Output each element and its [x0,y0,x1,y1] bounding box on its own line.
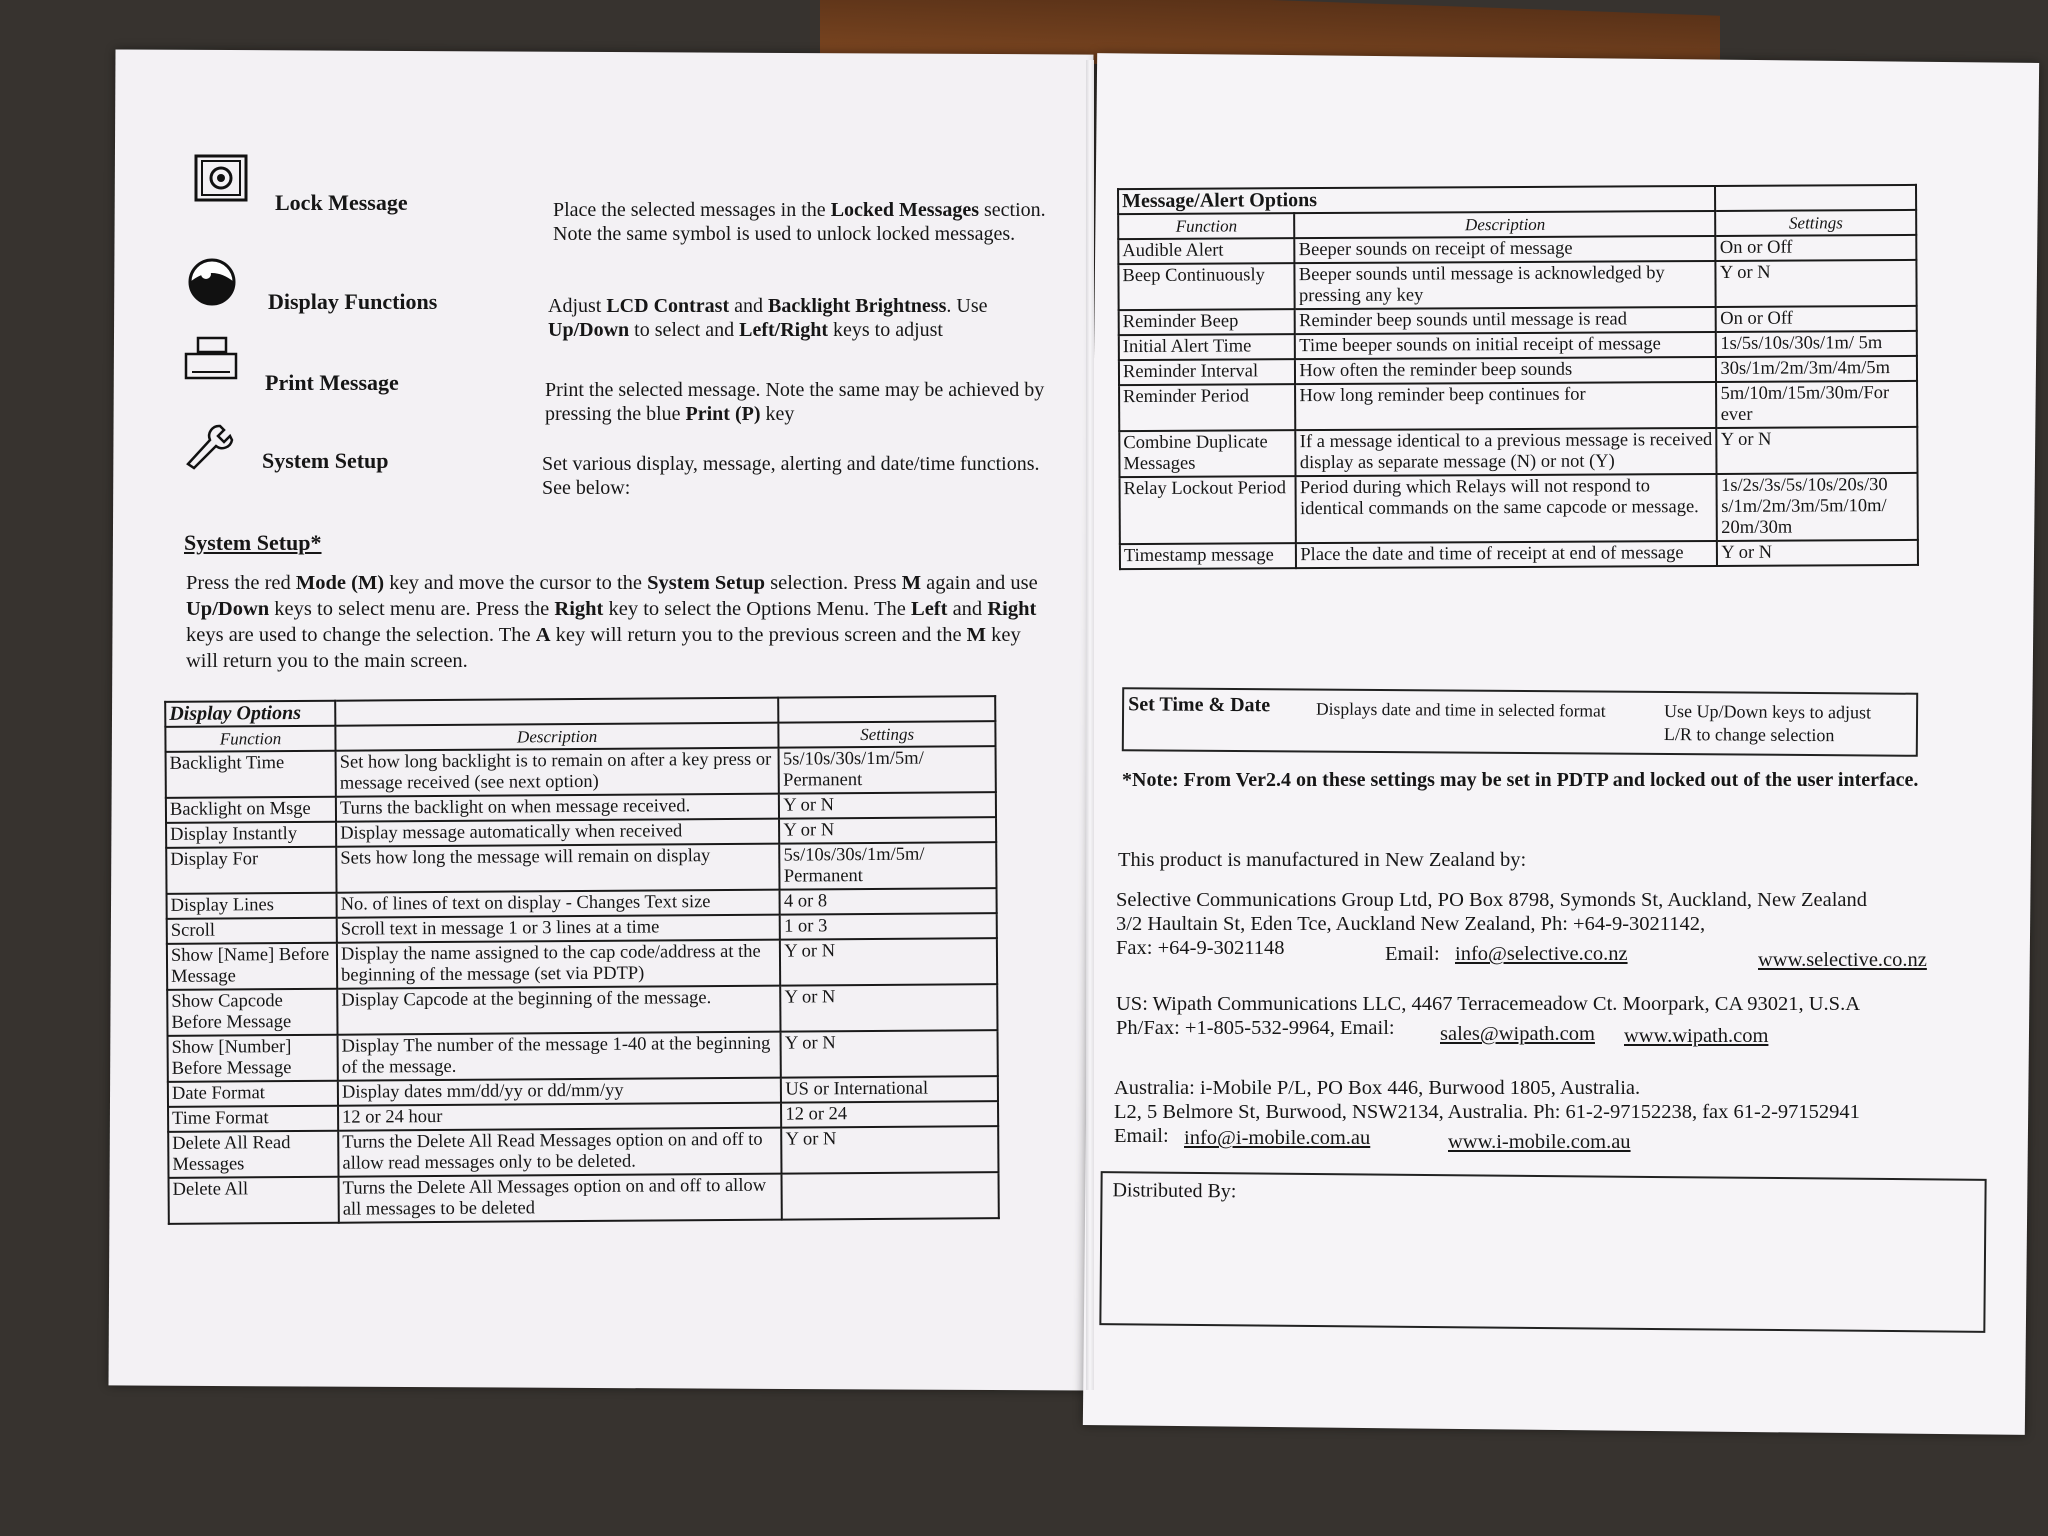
table-row [167,938,997,990]
description-cell: Display the name assigned to the cap code/address at the beginning of the message (set via PDTP) [337,940,781,989]
function-cell: Time Format [168,1106,338,1132]
function-cell: Display Instantly [166,822,336,848]
settings-cell: Y or N [1716,260,1917,307]
printer-icon [182,334,240,386]
description-cell: Turns the backlight on when message received. [336,794,779,822]
function-cell: Delete All [169,1177,339,1224]
table-row [167,984,997,1036]
description-cell: Display The number of the message 1-40 at the beginning of the message. [338,1032,782,1081]
set-time-date-settings: Use Up/Down keys to adjust [1664,701,1872,723]
function-cell: Display For [166,847,336,894]
us-email-link[interactable]: sales@wipath.com [1440,1023,1595,1045]
set-time-date-settings: L/R to change selection [1663,724,1835,746]
set-time-date-name: Set Time & Date [1128,693,1271,717]
settings-cell: 30s/1m/2m/3m/4m/5m [1716,356,1917,382]
settings-cell: 12 or 24 [781,1101,998,1128]
settings-cell: Y or N [1717,427,1918,474]
settings-cell: On or Off [1716,235,1917,261]
description-cell: Sets how long the message will remain on display [336,844,780,893]
column-header: Function [1118,213,1295,239]
settings-cell: On or Off [1716,306,1917,332]
settings-cell: Y or N [779,817,996,844]
function-cell: Backlight Time [166,751,336,798]
settings-cell: 5s/10s/30s/1m/5m/ Permanent [780,842,997,890]
settings-cell: 1s/5s/10s/30s/1m/ 5m [1716,331,1917,357]
half-moon-icon [184,256,242,308]
column-header: Function [165,726,335,752]
table-row [1119,381,1917,431]
display-options-table [164,695,1000,1225]
table-row [1120,473,1918,544]
au-website-link[interactable]: www.i-mobile.com.au [1448,1131,1631,1153]
description-cell: Beeper sounds on receipt of message [1295,236,1716,263]
column-header: Description [1295,211,1716,238]
table-title: Message/Alert Options [1118,186,1716,214]
function-cell: Reminder Beep [1119,309,1296,335]
table-row [168,1126,998,1178]
settings-cell: US or International [781,1076,998,1103]
note-text: *Note: From Ver2.4 on these settings may be set in PDTP and locked out of the user interface. [1122,769,1919,791]
distributed-by-box [1099,1171,1986,1333]
function-description: Print the selected message. Note the same may be achieved by pressing the blue Print (P) key [545,379,1045,425]
message-alert-options-table [1117,184,1919,570]
lock-gear-icon [192,152,250,204]
column-header: Description [335,723,778,751]
page-fold [1086,60,1094,1390]
us-website-link[interactable]: www.wipath.com [1624,1025,1769,1047]
nz-address-line: 3/2 Haultain St, Eden Tce, Auckland New Zealand, Ph: +64-9-3021142, [1116,913,1706,935]
set-time-date-desc: Displays date and time in selected format [1316,698,1606,721]
nz-email-label: Email: [1385,943,1440,965]
function-description: Place the selected messages in the Locked Messages section. Note the same symbol is used to unlock locked messages. [553,199,1046,245]
description-cell: Set how long backlight is to remain on after a key press or message received (see next option) [336,748,780,797]
column-header: Settings [1716,210,1917,236]
function-cell: Timestamp message [1120,543,1297,569]
settings-cell: Y or N [779,792,996,819]
function-cell: Combine Duplicate Messages [1119,430,1296,477]
nz-email-link[interactable]: info@selective.co.nz [1455,943,1628,965]
description-cell: Display Capcode at the beginning of the message. [337,986,781,1035]
table-row [168,1030,998,1082]
nz-fax: Fax: +64-9-3021148 [1116,937,1285,959]
settings-cell: 1 or 3 [780,913,997,940]
settings-cell [782,1172,999,1220]
function-cell: Initial Alert Time [1119,334,1296,360]
function-name: Print Message [265,370,399,395]
function-cell: Show [Name] Before Message [167,943,337,990]
function-cell: Date Format [168,1081,338,1107]
function-cell: Scroll [167,918,337,944]
description-cell: Scroll text in message 1 or 3 lines at a time [337,915,780,943]
table-title: Display Options [165,701,335,727]
table-row [166,746,996,798]
description-cell: Place the date and time of receipt at end of message [1296,541,1717,568]
description-cell: How long reminder beep continues for [1295,382,1716,430]
description-cell: How often the reminder beep sounds [1295,357,1716,384]
settings-cell: 4 or 8 [780,888,997,915]
description-cell: Period during which Relays will not respond to identical commands on the same capcode or message. [1296,474,1717,543]
function-name: Lock Message [275,190,408,215]
description-cell: Turns the Delete All Read Messages option on and off to allow read messages only to be deleted. [338,1128,782,1177]
description-cell: Reminder beep sounds until message is read [1295,307,1716,334]
settings-cell: 5m/10m/15m/30m/For ever [1717,381,1918,428]
settings-cell: Y or N [781,984,998,1032]
set-time-date-box [1122,687,1918,757]
settings-cell: Y or N [1717,540,1918,566]
table-row [1120,540,1918,569]
function-cell: Beep Continuously [1118,263,1295,310]
distributed-by-label: Distributed By: [1112,1179,1237,1203]
wrench-icon [180,418,238,470]
column-header: Settings [779,721,996,748]
settings-cell: 5s/10s/30s/1m/5m/ Permanent [779,746,996,794]
function-description: Adjust LCD Contrast and Backlight Brightness. Use Up/Down to select and Left/Right keys to adjust [548,295,988,341]
function-cell: Show Capcode Before Message [167,989,337,1036]
function-name: System Setup [262,448,389,473]
function-cell: Relay Lockout Period [1120,476,1297,544]
function-cell: Reminder Period [1119,384,1296,431]
table-row [1118,260,1916,310]
function-name: Display Functions [268,289,438,314]
us-address-line: US: Wipath Communications LLC, 4467 Terracemeadow Ct. Moorpark, CA 93021, U.S.A [1116,993,1861,1015]
nz-address-line: Selective Communications Group Ltd, PO Box 8798, Symonds St, Auckland, New Zealand [1116,889,1868,911]
description-cell: Beeper sounds until message is acknowledged by pressing any key [1295,261,1716,309]
function-cell: Backlight on Msge [166,797,336,823]
description-cell: Time beeper sounds on initial receipt of message [1295,332,1716,359]
table-row [166,842,996,894]
table-row [169,1172,999,1224]
au-email-label: Email: [1114,1125,1169,1147]
settings-cell: Y or N [780,938,997,986]
system-setup-heading: System Setup* [184,530,322,555]
description-cell: Display message automatically when received [336,819,779,847]
function-cell: Show [Number] Before Message [168,1035,338,1082]
manufactured-by: This product is manufactured in New Zealand by: [1118,849,1527,871]
description-cell: 12 or 24 hour [338,1103,781,1131]
settings-cell: Y or N [781,1030,998,1078]
description-cell: Turns the Delete All Messages option on and off to allow all messages to be deleted [339,1174,783,1223]
description-cell: If a message identical to a previous message is received display as separate message (N) or not (Y) [1296,428,1717,476]
function-description: Set various display, message, alerting and date/time functions. See below: [542,453,1040,499]
us-phone: Ph/Fax: +1-805-532-9964, Email: [1116,1017,1395,1039]
description-cell: Display dates mm/dd/yy or dd/mm/yy [338,1078,781,1106]
au-email-link[interactable]: info@i-mobile.com.au [1184,1127,1371,1149]
function-cell: Reminder Interval [1119,359,1296,385]
settings-cell: Y or N [782,1126,999,1174]
table-row [1119,427,1917,477]
function-cell: Display Lines [167,893,337,919]
function-cell: Audible Alert [1118,238,1295,264]
system-setup-paragraph: Press the red Mode (M) key and move the cursor to the System Setup selection. Press M again and use Up/Down keys to select menu are. Press the Right key to select the Options Menu. The Left and Right keys are used to change the selection. The A key will return you to the previous screen and the M key will return you to the main screen. [186,572,1038,672]
au-address-line: L2, 5 Belmore St, Burwood, NSW2134, Australia. Ph: 61-2-97152238, fax 61-2-97152941 [1114,1101,1860,1123]
settings-cell: 1s/2s/3s/5s/10s/20s/30 s/1m/2m/3m/5m/10m/ 20m/30m [1717,473,1918,541]
au-address-line: Australia: i-Mobile P/L, PO Box 446, Burwood 1805, Australia. [1114,1077,1641,1099]
description-cell: No. of lines of text on display - Changes Text size [337,890,780,918]
function-cell: Delete All Read Messages [168,1131,338,1178]
nz-website-link[interactable]: www.selective.co.nz [1758,949,1927,971]
